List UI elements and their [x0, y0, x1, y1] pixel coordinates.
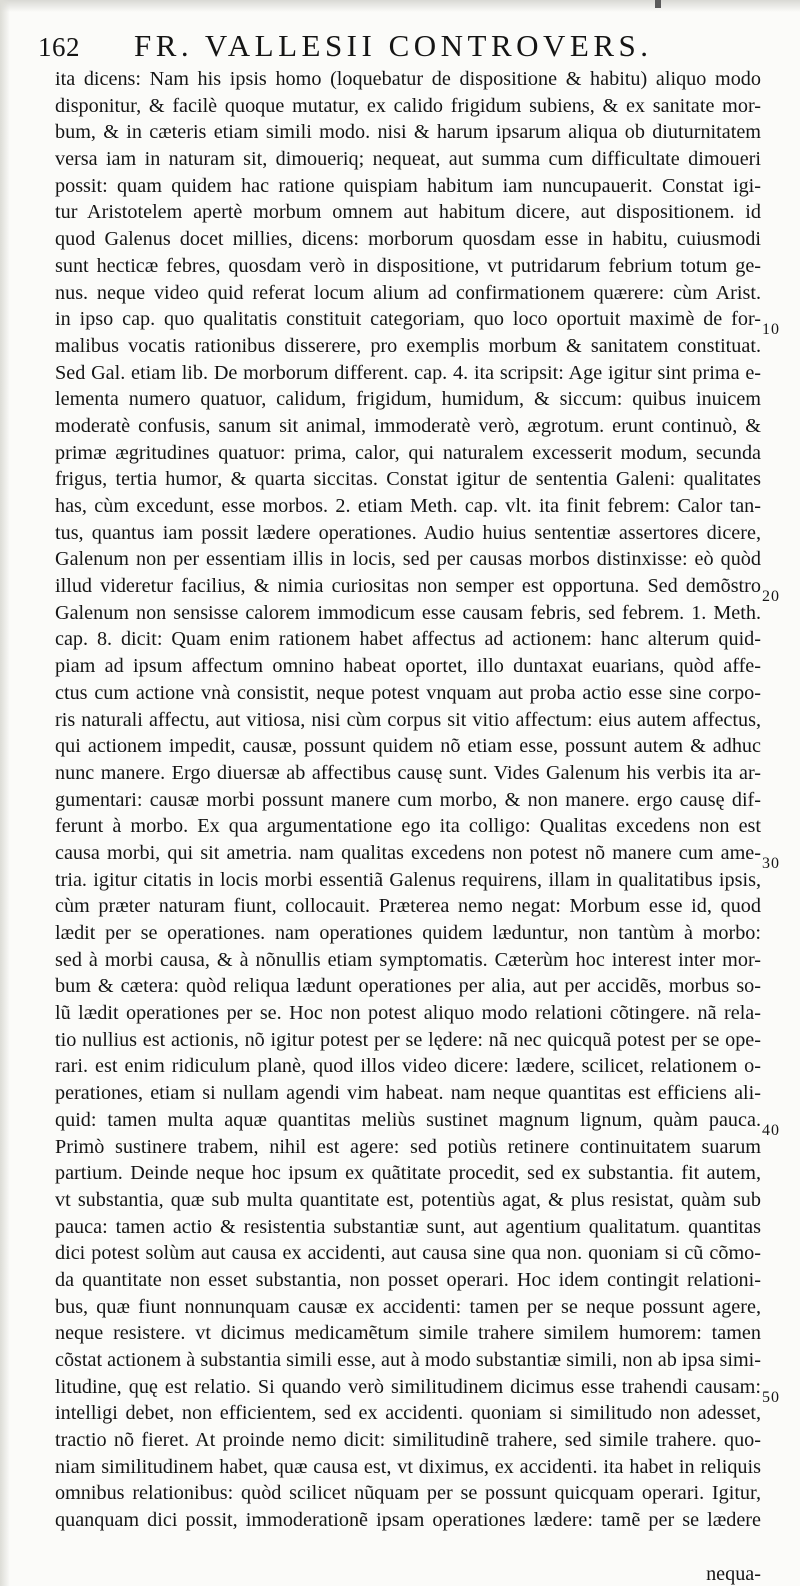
text-line: niam similitudinem habet, quæ causa est, vt diximus, ex accidenti. ita habet in reliquis [55, 1454, 761, 1481]
text-line: quod Galenus docet millies, dicens: morborum quosdam esse in habitu, cuiusmodi [55, 226, 761, 253]
text-line: Galenum non per essentiam illis in locis, sed per causas morbos distinxisse: eò quòd [55, 546, 761, 573]
text-line: bum & cætera: quòd reliqua lædunt operationes per alia, aut per accidẽs, morbus so- [55, 973, 761, 1000]
text-line: partium. Deinde neque hoc ipsum ex quãtitate procedit, sed ex substantia. fit autem, [55, 1160, 761, 1187]
text-line [55, 1534, 761, 1561]
text-line: piam ad ipsum affectum omnino habeat oportet, illo duntaxat euarians, quòd affe- [55, 653, 761, 680]
running-head: FR. VALLESII CONTROVERS. [134, 28, 653, 64]
text-line: illud videretur facilius, & nimia curiositas non semper est opportuna. Sed demõstro [55, 573, 761, 600]
text-line: ita dicens: Nam his ipsis homo (loquebatur de dispositione & habitu) aliquo modo [55, 66, 761, 93]
text-line: nunc manere. Ergo diuersæ ab affectibus causę sunt. Vides Galenum his verbis ita ar- [55, 760, 761, 787]
text-line: causa morbi, qui sit ametria. nam qualitas excedens non potest nõ manere cum ame- [55, 840, 761, 867]
text-line: intelligi debet, non efficientem, sed ex accidenti. quoniam si similitudo non adesset, [55, 1400, 761, 1427]
text-line: bus, quæ fiunt nonnunquam causæ ex accidenti: tamen per se neque possunt agere, [55, 1294, 761, 1321]
text-line: sed à morbi causa, & à nõnullis etiam symptomatis. Cæterùm hoc interest inter mor- [55, 947, 761, 974]
text-line: gumentari: causæ morbi possunt manere cum morbo, & non manere. ergo causę dif- [55, 787, 761, 814]
scan-edge-top [0, 0, 800, 12]
text-line: tria. igitur citatis in locis morbi essentiã Galenus requirens, illam in qualitatibus ipsis, [55, 867, 761, 894]
text-line: frigus, tertia humor, & quarta siccitas. Constat igitur de sententia Galeni: qualitates [55, 466, 761, 493]
text-line: disponitur, & facilè quoque mutatur, ex calido frigidum subiens, & ex sanitate mor- [55, 93, 761, 120]
text-line: tio nullius est actionis, nõ igitur potest per se lędere: nã nec quicquã potest per se ope- [55, 1027, 761, 1054]
text-line: omnibus relationibus: quòd scilicet nũquam per se possunt quicquam operari. Igitur, [55, 1480, 761, 1507]
text-line: perationes, etiam si nullam agendi vim habeat. nam neque quantitas est efficiens ali- [55, 1080, 761, 1107]
text-line: neque resistere. vt dicimus medicamẽtum simile trahere similem humorem: tamen [55, 1320, 761, 1347]
catchword: nequa- [55, 1561, 761, 1587]
text-line: quid: tamen multa aquæ quantitas meliùs sustinet magnum lignum, quàm pauca. [55, 1107, 761, 1134]
text-line: moderatè confusis, sanum sit animal, immoderatè verò, ægrotum. erunt continuò, & [55, 413, 761, 440]
text-line: primæ ægritudines quatuor: prima, calor, qui naturalem excesserit modum, secunda [55, 440, 761, 467]
text-line: rari. est enim ridiculum planè, quod illos video dicere: lædere, scilicet, relationem o- [55, 1053, 761, 1080]
margin-line-number: 40 [762, 1121, 780, 1141]
text-line: ctus cum actione vnà consistit, neque potest vnquam aut proba actio esse sine corpo- [55, 680, 761, 707]
text-line: versa iam in naturam sit, dimoueriq; nequeat, aut summa cum difficultate dimoueri [55, 146, 761, 173]
text-line: lũ lædit operationes per se. Hoc non potest aliquo modo relationi cõtingere. nã rela- [55, 1000, 761, 1027]
text-line: cap. 8. dicit: Quam enim rationem habet affectus ad actionem: hanc alterum quid- [55, 626, 761, 653]
text-line: quanquam dici possit, immoderationẽ ipsam operationes lædere: tamẽ per se lædere [55, 1507, 761, 1534]
margin-line-number: 30 [762, 854, 780, 874]
page-number: 162 [38, 32, 80, 63]
text-line: tractio nõ fieret. At proinde nemo dicit: similitudinẽ trahere, sed simile trahere. quo- [55, 1427, 761, 1454]
margin-line-number: 10 [762, 320, 780, 340]
margin-line-number: 50 [762, 1388, 780, 1408]
text-line: nus. neque video quid referat locum alium ad confirmationem quærere: cùm Arist. [55, 280, 761, 307]
text-line: bum, & in cæteris etiam simili modo. nisi & harum ipsarum aliqua ob diuturnitatem [55, 119, 761, 146]
text-line: lementa numero quatuor, calidum, frigidum, humidum, & siccum: quibus inuicem [55, 386, 761, 413]
text-line: litudine, quę est relatio. Si quando verò similitudinem dicimus esse trahendi causam: [55, 1374, 761, 1401]
text-line: vt substantia, quæ sub multa quantitate est, potentiùs agat, & plus resistat, quàm sub [55, 1187, 761, 1214]
text-line: in ipso cap. quo qualitatis constituit categoriam, quo loco oportuit maximè de for- [55, 306, 761, 333]
page-header [38, 18, 758, 62]
text-line: has, cùm excedunt, esse morbos. 2. etiam Meth. cap. vlt. ita finit febrem: Calor tan- [55, 493, 761, 520]
text-line: ris naturali affectu, aut vitiosa, nisi cùm corpus sit vitio affectum: eius autem affectus, [55, 707, 761, 734]
text-line: ferunt à morbo. Ex qua argumentatione ego ita colligo: Qualitas excedens non est [55, 813, 761, 840]
scan-edge-left [0, 0, 10, 1586]
text-line: qui actionem impedit, causæ, possunt quidem nõ etiam esse, possunt autem & adhuc [55, 733, 761, 760]
text-line: tur Aristotelem apertè morbum omnem aut habitum dicere, aut dispositionem. id [55, 199, 761, 226]
text-line: cùm præter naturam fiunt, collocauit. Præterea nemo negat: Morbum esse id, quod [55, 893, 761, 920]
text-line: da quantitate non esset substantia, non posset operari. Hoc idem contingit relationi- [55, 1267, 761, 1294]
text-line: malibus vocatis rationibus disserere, pro exemplis morbum & sanitatem constituat. [55, 333, 761, 360]
text-line: Galenum non sensisse calorem immodicum esse causam febris, sed febrem. 1. Meth. [55, 600, 761, 627]
text-line: lædit per se operationes. nam operationes quidem læduntur, non tantùm à morbo: [55, 920, 761, 947]
margin-line-number: 20 [762, 587, 780, 607]
ink-blot [655, 0, 661, 8]
text-line: Primò sustinere trabem, nihil est agere: sed potiùs retinere continuitatem suarum [55, 1134, 761, 1161]
text-line: tus, quantus iam possit lædere operationes. Audio huius sententiæ assertores dicere, [55, 520, 761, 547]
text-line: sunt hecticæ febres, quosdam verò in dispositione, vt putridarum febrium totum ge- [55, 253, 761, 280]
text-line: dici potest solùm aut causa ex accidenti, aut causa sine qua non. quoniam si cũ cõmo- [55, 1240, 761, 1267]
text-line: Sed Gal. etiam lib. De morborum different. cap. 4. ita scripsit: Age igitur sint prima e- [55, 360, 761, 387]
text-line: pauca: tamen actio & resistentia substantiæ sunt, aut agentium qualitatum. quantitas [55, 1214, 761, 1241]
text-line: cõstat actionem à substantia simili esse, aut à modo substantiæ simili, non ab ipsa simi- [55, 1347, 761, 1374]
body-text [55, 66, 761, 1587]
text-line: possit: quam quidem hac ratione quispiam habitum iam nuncupauerit. Constat igi- [55, 173, 761, 200]
